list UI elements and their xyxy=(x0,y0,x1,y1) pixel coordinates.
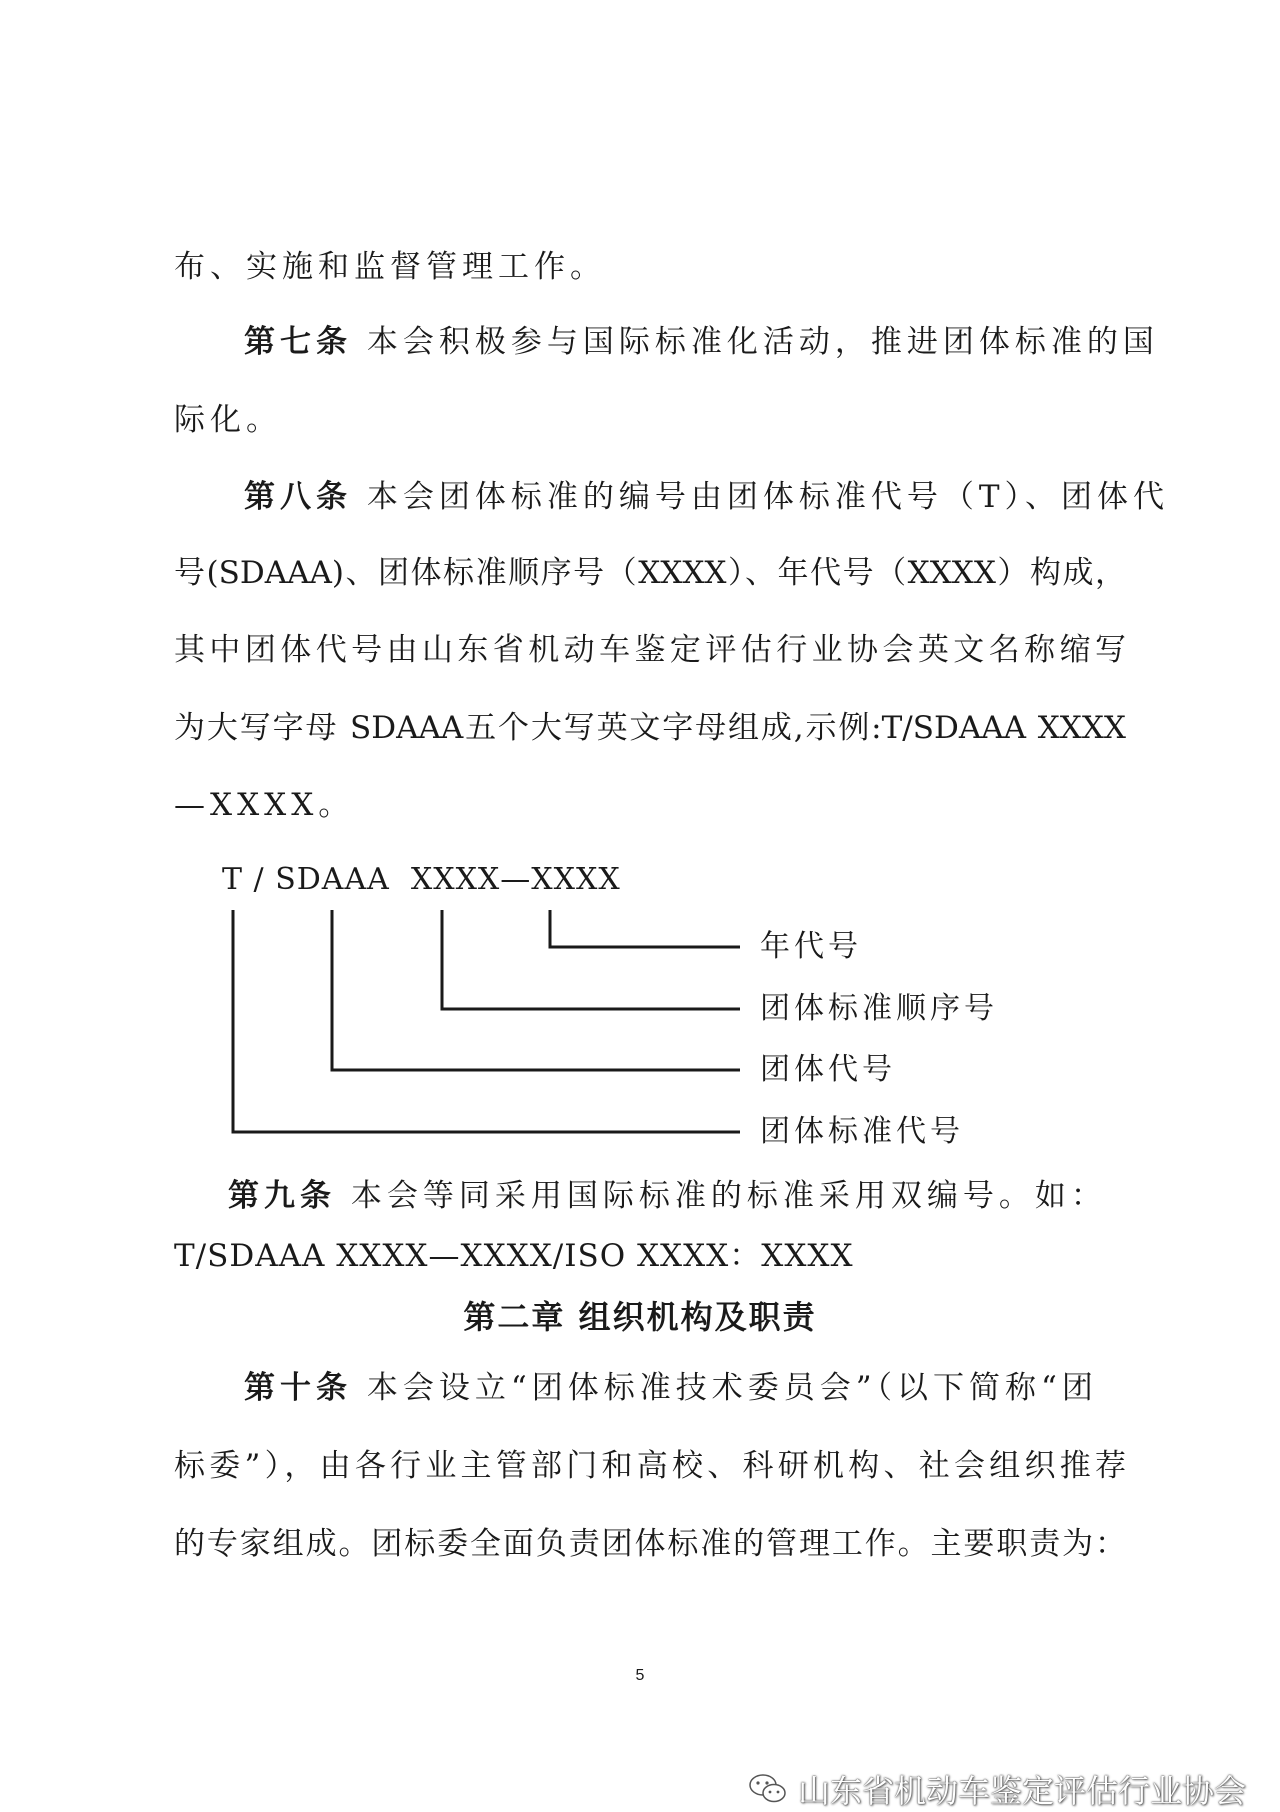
article-10-line-1 xyxy=(244,1368,1098,1408)
text-line-1: 布、实施和监督管理工作。 xyxy=(174,249,606,285)
label-group-code: 团体代号 xyxy=(760,1052,896,1087)
article-10-line-3: 的专家组成。团标委全面负责团体标准的管理工作。主要职责为： xyxy=(174,1526,1126,1562)
article-10-title: 第十条 xyxy=(244,1370,352,1406)
article-8-line-2: 号(SDAAA)、团体标准顺序号（XXXX）、年代号（XXXX）构成， xyxy=(174,555,1126,591)
label-year: 年代号 xyxy=(760,929,862,964)
article-7-text: 本会积极参与国际标准化活动，推进团体标准的国 xyxy=(366,324,1159,360)
article-10-line-2: 标委”），由各行业主管部门和高校、科研机构、社会组织推荐 xyxy=(174,1448,1126,1484)
article-9-text: 本会等同采用国际标准的标准采用双编号。如： xyxy=(350,1178,1107,1214)
connector-year xyxy=(550,910,740,947)
label-standard-code: 团体标准代号 xyxy=(760,1114,964,1149)
code-format: T / SDAAA XXXX—XXXX xyxy=(222,862,621,897)
connector-group-code xyxy=(332,910,740,1070)
watermark xyxy=(748,1769,1246,1809)
article-8-text: 本会团体标准的编号由团体标准代号（T）、团体代 xyxy=(366,479,1170,515)
page-number: 5 xyxy=(635,1667,645,1684)
connector-standard-code xyxy=(233,910,740,1132)
connector-sequence xyxy=(442,910,740,1009)
wechat-icon xyxy=(748,1772,788,1806)
article-7-line-2: 际化。 xyxy=(174,402,282,438)
article-8-line-3: 其中团体代号由山东省机动车鉴定评估行业协会英文名称缩写 xyxy=(174,632,1126,668)
article-9-line-1 xyxy=(228,1176,1107,1216)
article-9-title: 第九条 xyxy=(228,1178,336,1214)
watermark-text: 山东省机动车鉴定评估行业协会 xyxy=(798,1772,1247,1810)
article-8-line-5: —XXXX。 xyxy=(174,787,355,823)
article-9-line-2: T/SDAAA XXXX—XXXX/ISO XXXX：XXXX xyxy=(174,1238,854,1274)
article-7-title: 第七条 xyxy=(244,324,352,360)
chapter-title: 第二章 组织机构及职责 xyxy=(463,1298,817,1336)
article-10-text: 本会设立“团体标准技术委员会”（以下简称“团 xyxy=(366,1370,1098,1406)
article-8-line-4: 为大写字母 SDAAA五个大写英文字母组成,示例:T/SDAAA XXXX xyxy=(174,710,1126,746)
label-sequence: 团体标准顺序号 xyxy=(760,991,998,1026)
article-8-title: 第八条 xyxy=(244,479,352,515)
